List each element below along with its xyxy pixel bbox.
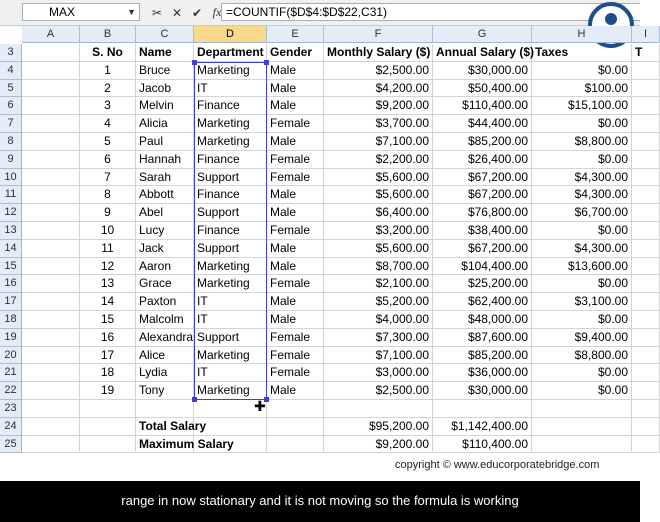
grid-cell[interactable] xyxy=(632,293,660,311)
grid-cell[interactable] xyxy=(632,169,660,187)
grid-cell[interactable] xyxy=(22,293,80,311)
cell-sno[interactable]: 16 xyxy=(80,329,136,347)
cell-department[interactable]: Support xyxy=(194,240,267,258)
cell-taxes[interactable]: $0.00 xyxy=(532,151,632,169)
cell-monthly-salary[interactable]: $2,100.00 xyxy=(324,275,433,293)
cell-sno[interactable]: 17 xyxy=(80,347,136,365)
cell-monthly-salary[interactable]: $2,500.00 xyxy=(324,62,433,80)
column-header-i[interactable]: I xyxy=(632,26,660,43)
row-header-16[interactable]: 16 xyxy=(0,275,22,293)
cell-gender[interactable]: Female xyxy=(267,364,324,382)
drag-handle-icon: ✂ xyxy=(151,5,163,20)
cell-monthly-salary[interactable]: $6,400.00 xyxy=(324,204,433,222)
grid-cell[interactable] xyxy=(632,311,660,329)
grid-cell[interactable] xyxy=(80,436,136,454)
formula-bar xyxy=(0,0,640,26)
cell-taxes[interactable]: $9,400.00 xyxy=(532,329,632,347)
cell-monthly-salary[interactable]: $7,100.00 xyxy=(324,133,433,151)
cell-gender[interactable]: Male xyxy=(267,62,324,80)
cell-taxes[interactable]: $4,300.00 xyxy=(532,169,632,187)
grid-cell[interactable] xyxy=(22,97,80,115)
row-header-15[interactable]: 15 xyxy=(0,258,22,276)
column-header-g[interactable]: G xyxy=(433,26,532,43)
cell-taxes[interactable]: $0.00 xyxy=(532,115,632,133)
grid-cell[interactable] xyxy=(632,222,660,240)
grid-cell[interactable] xyxy=(22,275,80,293)
cell-monthly-salary[interactable]: $4,200.00 xyxy=(324,80,433,98)
row-header-5[interactable]: 5 xyxy=(0,80,22,98)
cell-annual-salary[interactable]: $67,200.00 xyxy=(433,240,532,258)
cell-gender[interactable]: Female xyxy=(267,275,324,293)
cell-department[interactable]: Marketing xyxy=(194,115,267,133)
cell-annual-salary[interactable]: $26,400.00 xyxy=(433,151,532,169)
cell-monthly-salary[interactable]: $3,200.00 xyxy=(324,222,433,240)
cell-name[interactable]: Abel xyxy=(136,204,194,222)
cell-department[interactable]: Marketing xyxy=(194,258,267,276)
grid-cell[interactable] xyxy=(22,311,80,329)
row-header-23[interactable]: 23 xyxy=(0,400,22,418)
cell-department[interactable]: IT xyxy=(194,80,267,98)
cell-gender[interactable]: Male xyxy=(267,240,324,258)
grid-cell[interactable] xyxy=(632,275,660,293)
cell-sno[interactable]: 11 xyxy=(80,240,136,258)
cell-department[interactable]: Finance xyxy=(194,151,267,169)
column-header-b[interactable]: B xyxy=(80,26,136,43)
cell-taxes[interactable]: $0.00 xyxy=(532,62,632,80)
grid-cell[interactable] xyxy=(632,115,660,133)
cell-sno[interactable]: 9 xyxy=(80,204,136,222)
grid-cell[interactable] xyxy=(22,44,80,62)
row-header-17[interactable]: 17 xyxy=(0,293,22,311)
grid-cell[interactable] xyxy=(532,436,632,454)
cell-monthly-salary[interactable]: $7,100.00 xyxy=(324,347,433,365)
cell-annual-salary[interactable]: $48,000.00 xyxy=(433,311,532,329)
cell-sno[interactable]: 6 xyxy=(80,151,136,169)
grid-cell[interactable] xyxy=(22,364,80,382)
cell-taxes[interactable]: $8,800.00 xyxy=(532,347,632,365)
grid-cell[interactable] xyxy=(22,436,80,454)
cell-gender[interactable]: Female xyxy=(267,151,324,169)
cell-gender[interactable]: Male xyxy=(267,258,324,276)
grid-cell[interactable] xyxy=(22,186,80,204)
cell-monthly-salary[interactable]: $2,500.00 xyxy=(324,382,433,400)
row-header-20[interactable]: 20 xyxy=(0,347,22,365)
grid-cell[interactable] xyxy=(22,418,80,436)
total-label[interactable]: Maximum Salary xyxy=(136,436,267,454)
grid-cell[interactable] xyxy=(632,418,660,436)
row-header-18[interactable]: 18 xyxy=(0,311,22,329)
enter-icon[interactable]: ✔ xyxy=(191,5,203,20)
cell-annual-salary[interactable]: $62,400.00 xyxy=(433,293,532,311)
cell-name[interactable]: Bruce xyxy=(136,62,194,80)
header-department[interactable]: Department xyxy=(194,44,267,62)
copyright-text: copyright © www.educorporatebridge.com xyxy=(395,459,600,471)
cell-taxes[interactable]: $0.00 xyxy=(532,275,632,293)
cell-department[interactable]: Finance xyxy=(194,97,267,115)
cell-annual-salary[interactable]: $30,000.00 xyxy=(433,382,532,400)
row-header-3[interactable]: 3 xyxy=(0,44,22,62)
cell-annual-salary[interactable]: $85,200.00 xyxy=(433,347,532,365)
column-header-c[interactable]: C xyxy=(136,26,194,43)
grid-cell[interactable] xyxy=(632,258,660,276)
cell-taxes[interactable]: $15,100.00 xyxy=(532,97,632,115)
cell-name[interactable]: Sarah xyxy=(136,169,194,187)
cell-gender[interactable]: Male xyxy=(267,80,324,98)
grid-cell[interactable] xyxy=(22,240,80,258)
total-label[interactable]: Total Salary xyxy=(136,418,267,436)
cell-department[interactable]: Marketing xyxy=(194,347,267,365)
grid-cell[interactable] xyxy=(433,400,532,418)
grid-cell[interactable] xyxy=(267,400,324,418)
cell-annual-salary[interactable]: $85,200.00 xyxy=(433,133,532,151)
cell-annual-salary[interactable]: $76,800.00 xyxy=(433,204,532,222)
cell-sno[interactable]: 19 xyxy=(80,382,136,400)
cell-name[interactable]: Alexandra xyxy=(136,329,194,347)
cell-sno[interactable]: 12 xyxy=(80,258,136,276)
cell-name[interactable]: Jack xyxy=(136,240,194,258)
cell-annual-salary[interactable]: $67,200.00 xyxy=(433,169,532,187)
cell-taxes[interactable]: $8,800.00 xyxy=(532,133,632,151)
row-header-10[interactable]: 10 xyxy=(0,169,22,187)
cell-gender[interactable]: Male xyxy=(267,97,324,115)
cell-sno[interactable]: 10 xyxy=(80,222,136,240)
cell-sno[interactable]: 3 xyxy=(80,97,136,115)
cell-name[interactable]: Aaron xyxy=(136,258,194,276)
cell-annual-salary[interactable]: $110,400.00 xyxy=(433,97,532,115)
grid-cell[interactable] xyxy=(632,133,660,151)
grid-cell[interactable] xyxy=(22,115,80,133)
row-header-9[interactable]: 9 xyxy=(0,151,22,169)
grid-cell[interactable] xyxy=(632,329,660,347)
range-handle[interactable] xyxy=(264,60,269,65)
cell-name[interactable]: Tony xyxy=(136,382,194,400)
cell-annual-salary[interactable]: $38,400.00 xyxy=(433,222,532,240)
cell-name[interactable]: Paxton xyxy=(136,293,194,311)
grid-cell[interactable] xyxy=(80,400,136,418)
cell-gender[interactable]: Female xyxy=(267,222,324,240)
subtitle-text: range in now stationary and it is not moving so the formula is working xyxy=(121,493,519,508)
cell-taxes[interactable]: $3,100.00 xyxy=(532,293,632,311)
grid-cell[interactable] xyxy=(80,418,136,436)
cell-department[interactable]: Finance xyxy=(194,186,267,204)
formula-input[interactable]: =COUNTIF($D$4:$D$22,C31) xyxy=(221,3,640,21)
cell-department[interactable]: IT xyxy=(194,311,267,329)
cell-annual-salary[interactable]: $44,400.00 xyxy=(433,115,532,133)
cell-department[interactable]: IT xyxy=(194,364,267,382)
grid-cell[interactable] xyxy=(22,80,80,98)
cell-department[interactable]: Support xyxy=(194,204,267,222)
row-header-22[interactable]: 22 xyxy=(0,382,22,400)
grid-cell[interactable] xyxy=(632,382,660,400)
cell-sno[interactable]: 14 xyxy=(80,293,136,311)
grid-cell[interactable] xyxy=(632,62,660,80)
row-header-25[interactable]: 25 xyxy=(0,436,22,454)
grid-cell[interactable] xyxy=(632,204,660,222)
cell-gender[interactable]: Male xyxy=(267,311,324,329)
cell-taxes[interactable]: $0.00 xyxy=(532,222,632,240)
grid-cell[interactable] xyxy=(632,240,660,258)
grid-cell[interactable] xyxy=(632,80,660,98)
grid-cell[interactable] xyxy=(22,62,80,80)
grid-cell[interactable] xyxy=(22,222,80,240)
cell-name[interactable]: Malcolm xyxy=(136,311,194,329)
grid-cell[interactable] xyxy=(632,400,660,418)
header-annual-salary[interactable]: Annual Salary ($) xyxy=(433,44,532,62)
grid-cell[interactable] xyxy=(632,97,660,115)
cell-name[interactable]: Alice xyxy=(136,347,194,365)
range-handle[interactable] xyxy=(192,60,197,65)
row-header-4[interactable]: 4 xyxy=(0,62,22,80)
grid-cell[interactable] xyxy=(22,382,80,400)
cell-taxes[interactable]: $100.00 xyxy=(532,80,632,98)
grid-cell[interactable] xyxy=(22,258,80,276)
cell-name[interactable]: Melvin xyxy=(136,97,194,115)
cell-department[interactable]: Support xyxy=(194,329,267,347)
cell-sno[interactable]: 8 xyxy=(80,186,136,204)
cell-monthly-salary[interactable]: $5,600.00 xyxy=(324,186,433,204)
cell-sno[interactable]: 18 xyxy=(80,364,136,382)
cell-monthly-salary[interactable]: $2,200.00 xyxy=(324,151,433,169)
cell-gender[interactable]: Female xyxy=(267,329,324,347)
move-cursor-icon: ✚ xyxy=(254,398,266,414)
cell-monthly-salary[interactable]: $5,600.00 xyxy=(324,240,433,258)
cell-department[interactable]: Marketing xyxy=(194,62,267,80)
formula-buttons xyxy=(150,4,224,21)
cell-taxes[interactable]: $13,600.00 xyxy=(532,258,632,276)
range-handle[interactable] xyxy=(192,397,197,402)
cell-sno[interactable]: 2 xyxy=(80,80,136,98)
cell-name[interactable]: Lucy xyxy=(136,222,194,240)
cell-annual-salary[interactable]: $50,400.00 xyxy=(433,80,532,98)
cell-name[interactable]: Alicia xyxy=(136,115,194,133)
cell-department[interactable]: Marketing xyxy=(194,133,267,151)
cell-monthly-salary[interactable]: $5,200.00 xyxy=(324,293,433,311)
cell-monthly-salary[interactable]: $3,000.00 xyxy=(324,364,433,382)
cell-gender[interactable]: Female xyxy=(267,169,324,187)
cell-monthly-salary[interactable]: $7,300.00 xyxy=(324,329,433,347)
cell-name[interactable]: Grace xyxy=(136,275,194,293)
column-header-a[interactable]: A xyxy=(22,26,80,43)
cell-monthly-salary[interactable]: $4,000.00 xyxy=(324,311,433,329)
grid-cell[interactable] xyxy=(632,364,660,382)
cell-monthly-salary[interactable]: $3,700.00 xyxy=(324,115,433,133)
grid-cell[interactable] xyxy=(632,436,660,454)
row-header-7[interactable]: 7 xyxy=(0,115,22,133)
cell-sno[interactable]: 1 xyxy=(80,62,136,80)
cell-annual-salary[interactable]: $67,200.00 xyxy=(433,186,532,204)
cell-gender[interactable]: Male xyxy=(267,133,324,151)
row-header-12[interactable]: 12 xyxy=(0,204,22,222)
row-header-14[interactable]: 14 xyxy=(0,240,22,258)
grid-cell[interactable] xyxy=(22,169,80,187)
chevron-down-icon[interactable]: ▼ xyxy=(127,7,136,17)
cell-name[interactable]: Jacob xyxy=(136,80,194,98)
cell-department[interactable]: Support xyxy=(194,169,267,187)
grid-cell[interactable] xyxy=(22,400,80,418)
column-header-d[interactable]: D xyxy=(194,26,267,43)
header-monthly-salary[interactable]: Monthly Salary ($) xyxy=(324,44,433,62)
grid-cell[interactable] xyxy=(22,151,80,169)
total-monthly[interactable]: $9,200.00 xyxy=(324,436,433,454)
grid-cell[interactable] xyxy=(22,329,80,347)
column-header-f[interactable]: F xyxy=(324,26,433,43)
grid-cell[interactable] xyxy=(532,400,632,418)
name-box[interactable] xyxy=(22,3,140,21)
row-header-21[interactable]: 21 xyxy=(0,364,22,382)
total-annual[interactable]: $1,142,400.00 xyxy=(433,418,532,436)
cell-annual-salary[interactable]: $87,600.00 xyxy=(433,329,532,347)
cell-annual-salary[interactable]: $30,000.00 xyxy=(433,62,532,80)
header-col-i[interactable]: T xyxy=(632,44,660,62)
cell-taxes[interactable]: $4,300.00 xyxy=(532,186,632,204)
cell-gender[interactable]: Male xyxy=(267,293,324,311)
cell-taxes[interactable]: $0.00 xyxy=(532,364,632,382)
cell-gender[interactable]: Male xyxy=(267,204,324,222)
cell-department[interactable]: Marketing xyxy=(194,382,267,400)
grid-cell[interactable] xyxy=(632,151,660,169)
cell-taxes[interactable]: $4,300.00 xyxy=(532,240,632,258)
row-header-11[interactable]: 11 xyxy=(0,186,22,204)
cell-gender[interactable]: Female xyxy=(267,347,324,365)
insert-function-icon[interactable]: fx xyxy=(212,5,222,19)
grid-cell[interactable] xyxy=(22,347,80,365)
cell-annual-salary[interactable]: $36,000.00 xyxy=(433,364,532,382)
cell-annual-salary[interactable]: $104,400.00 xyxy=(433,258,532,276)
header-taxes[interactable]: Taxes xyxy=(532,44,632,62)
cell-gender[interactable]: Male xyxy=(267,186,324,204)
grid-cell[interactable] xyxy=(22,133,80,151)
cell-sno[interactable]: 4 xyxy=(80,115,136,133)
name-box-value: MAX xyxy=(49,5,76,19)
cell-gender[interactable]: Male xyxy=(267,382,324,400)
total-monthly[interactable]: $95,200.00 xyxy=(324,418,433,436)
row-header-8[interactable]: 8 xyxy=(0,133,22,151)
header-sno[interactable]: S. No xyxy=(80,44,136,62)
cell-taxes[interactable]: $0.00 xyxy=(532,311,632,329)
total-annual[interactable]: $110,400.00 xyxy=(433,436,532,454)
cancel-icon[interactable]: ✕ xyxy=(171,5,183,20)
cell-department[interactable]: Marketing xyxy=(194,275,267,293)
cell-gender[interactable]: Female xyxy=(267,115,324,133)
cell-taxes[interactable]: $6,700.00 xyxy=(532,204,632,222)
cell-taxes[interactable]: $0.00 xyxy=(532,382,632,400)
column-header-e[interactable]: E xyxy=(267,26,324,43)
cell-monthly-salary[interactable]: $9,200.00 xyxy=(324,97,433,115)
cell-annual-salary[interactable]: $25,200.00 xyxy=(433,275,532,293)
grid-cell[interactable] xyxy=(632,186,660,204)
header-name[interactable]: Name xyxy=(136,44,194,62)
row-header-6[interactable]: 6 xyxy=(0,97,22,115)
cell-name[interactable]: Abbott xyxy=(136,186,194,204)
cell-name[interactable]: Hannah xyxy=(136,151,194,169)
grid-cell[interactable] xyxy=(136,400,194,418)
row-header-19[interactable]: 19 xyxy=(0,329,22,347)
grid-cell[interactable] xyxy=(22,204,80,222)
grid-cell[interactable] xyxy=(267,418,324,436)
cell-sno[interactable]: 7 xyxy=(80,169,136,187)
cell-sno[interactable]: 15 xyxy=(80,311,136,329)
header-gender[interactable]: Gender xyxy=(267,44,324,62)
cell-department[interactable]: IT xyxy=(194,293,267,311)
cell-name[interactable]: Paul xyxy=(136,133,194,151)
grid-cell[interactable] xyxy=(532,418,632,436)
cell-monthly-salary[interactable]: $8,700.00 xyxy=(324,258,433,276)
cell-name[interactable]: Lydia xyxy=(136,364,194,382)
row-header-13[interactable]: 13 xyxy=(0,222,22,240)
cell-monthly-salary[interactable]: $5,600.00 xyxy=(324,169,433,187)
grid-cell[interactable] xyxy=(324,400,433,418)
row-header-24[interactable]: 24 xyxy=(0,418,22,436)
grid-cell[interactable] xyxy=(632,347,660,365)
grid-cell[interactable] xyxy=(267,436,324,454)
cell-sno[interactable]: 13 xyxy=(80,275,136,293)
column-header-h[interactable]: H xyxy=(532,26,632,43)
cell-department[interactable]: Finance xyxy=(194,222,267,240)
cell-sno[interactable]: 5 xyxy=(80,133,136,151)
